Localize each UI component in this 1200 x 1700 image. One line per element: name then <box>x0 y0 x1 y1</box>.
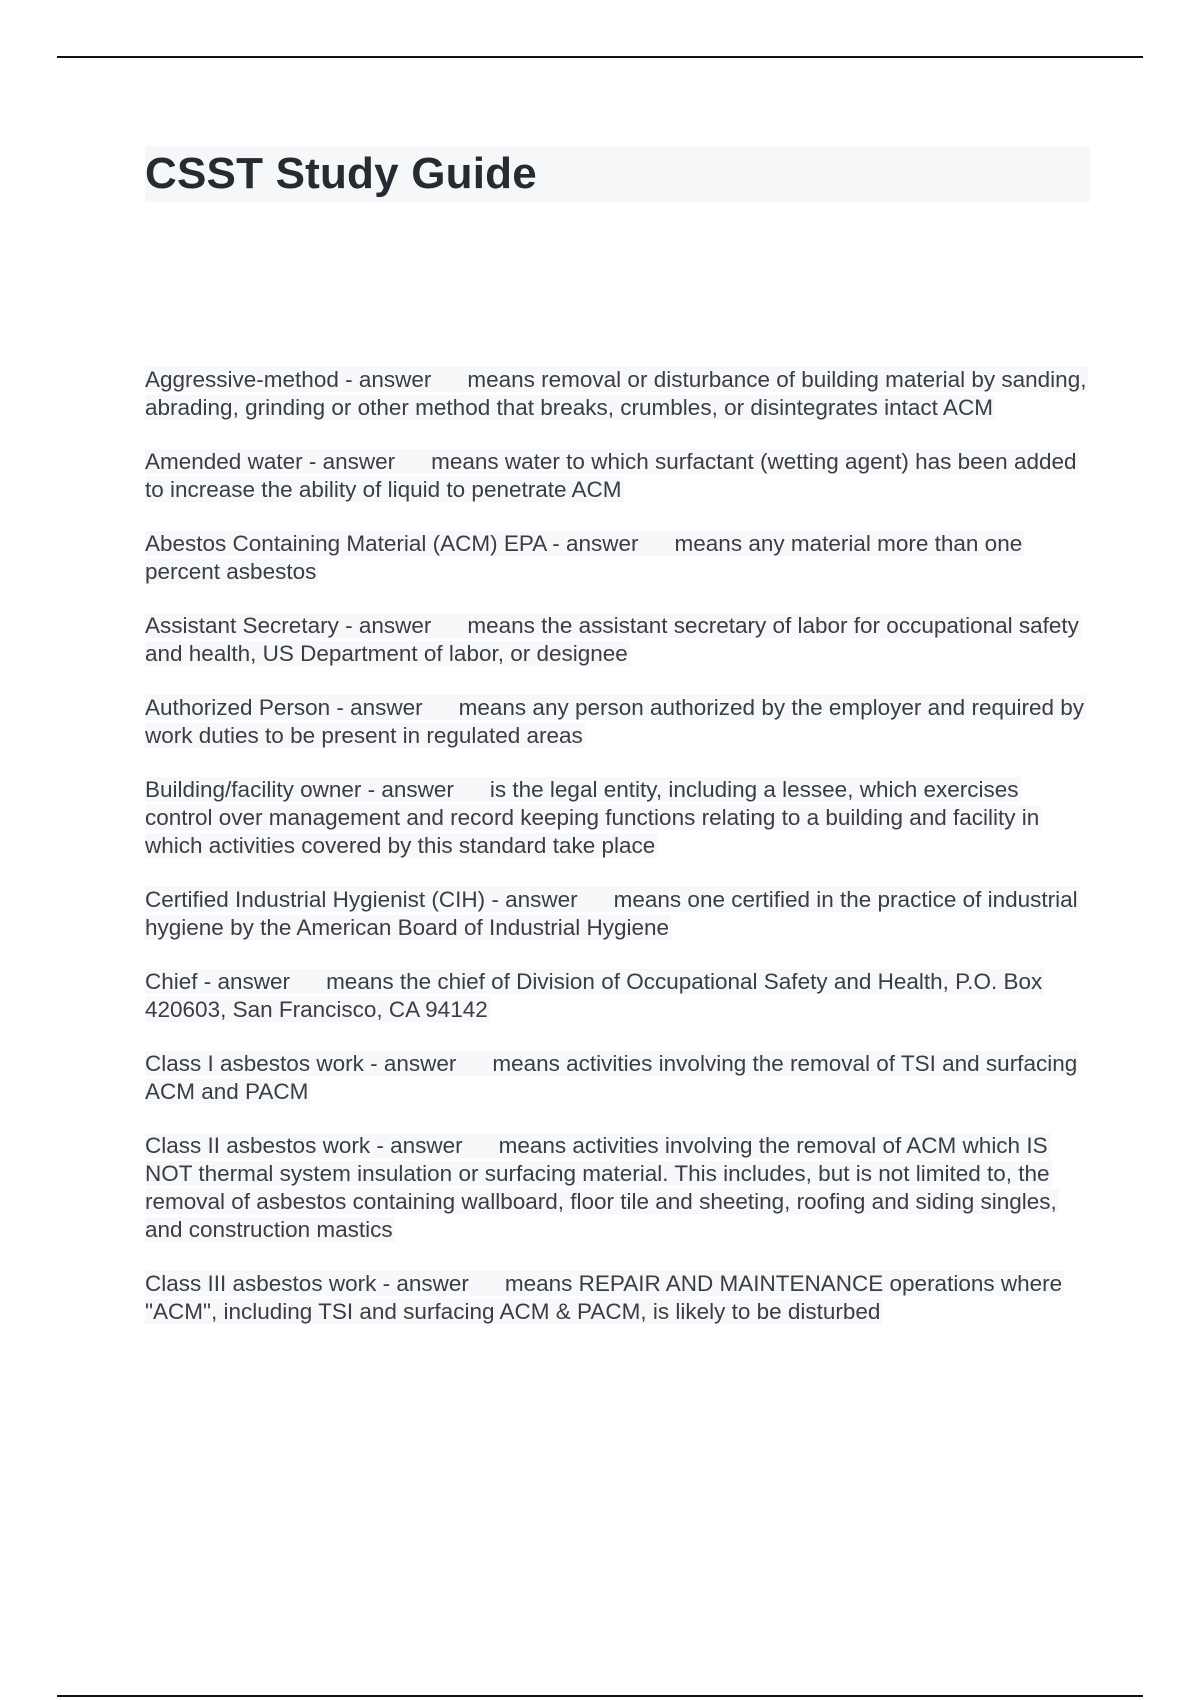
entry-definition: means REPAIR AND MAINTENANCE operations where "ACM", including TSI and surfacing ACM & PACM, is likely to be disturbed <box>145 1271 1063 1324</box>
entry-term: Amended water - answer <box>145 449 396 474</box>
entry-term: Chief - answer <box>145 969 291 994</box>
entry-term: Aggressive-method - answer <box>145 367 432 392</box>
entry-definition: means the assistant secretary of labor for occupational safety and health, US Department of labor, or designee <box>145 613 1079 666</box>
glossary-entry <box>145 776 1090 860</box>
entry-term: Class III asbestos work - answer <box>145 1271 469 1296</box>
glossary-list <box>145 366 1090 1326</box>
entry-definition: is the legal entity, including a lessee, which exercises control over management and record keeping functions relating to a building and facility in which activities covered by this standard take place <box>145 777 1040 858</box>
glossary-entry <box>145 1050 1090 1106</box>
page-title: CSST Study Guide <box>145 149 537 198</box>
entry-term: Assistant Secretary - answer <box>145 613 432 638</box>
entry-definition: means activities involving the removal of ACM which IS NOT thermal system insulation or surfacing material. This includes, but is not limited to, the removal of asbestos containing wallboard, floor tile and sheeting, roofing and siding singles, and construction mastics <box>145 1133 1057 1242</box>
bottom-divider <box>57 1695 1143 1697</box>
glossary-entry <box>145 1132 1090 1244</box>
entry-definition: means the chief of Division of Occupational Safety and Health, P.O. Box 420603, San Francisco, CA 94142 <box>145 969 1043 1022</box>
glossary-entry <box>145 694 1090 750</box>
glossary-entry <box>145 886 1090 942</box>
entry-term: Class II asbestos work - answer <box>145 1133 463 1158</box>
glossary-entry <box>145 530 1090 586</box>
entry-term: Authorized Person - answer <box>145 695 423 720</box>
document-body <box>145 146 1090 1352</box>
entry-term: Class I asbestos work - answer <box>145 1051 457 1076</box>
title-banner <box>145 146 1090 202</box>
entry-definition: means any person authorized by the employer and required by work duties to be present in regulated areas <box>145 695 1085 748</box>
entry-definition: means any material more than one percent asbestos <box>145 531 1023 584</box>
glossary-entry <box>145 448 1090 504</box>
glossary-entry <box>145 1270 1090 1326</box>
entry-definition: means activities involving the removal of TSI and surfacing ACM and PACM <box>145 1051 1078 1104</box>
entry-term: Certified Industrial Hygienist (CIH) - answer <box>145 887 578 912</box>
glossary-entry <box>145 366 1090 422</box>
entry-definition: means removal or disturbance of building material by sanding, abrading, grinding or other method that breaks, crumbles, or disintegrates intact ACM <box>145 367 1087 420</box>
entry-definition: means one certified in the practice of industrial hygiene by the American Board of Industrial Hygiene <box>145 887 1078 940</box>
entry-term: Abestos Containing Material (ACM) EPA - answer <box>145 531 639 556</box>
top-divider <box>57 56 1143 58</box>
entry-term: Building/facility owner - answer <box>145 777 454 802</box>
entry-definition: means water to which surfactant (wetting agent) has been added to increase the ability of liquid to penetrate ACM <box>145 449 1077 502</box>
glossary-entry <box>145 968 1090 1024</box>
glossary-entry <box>145 612 1090 668</box>
